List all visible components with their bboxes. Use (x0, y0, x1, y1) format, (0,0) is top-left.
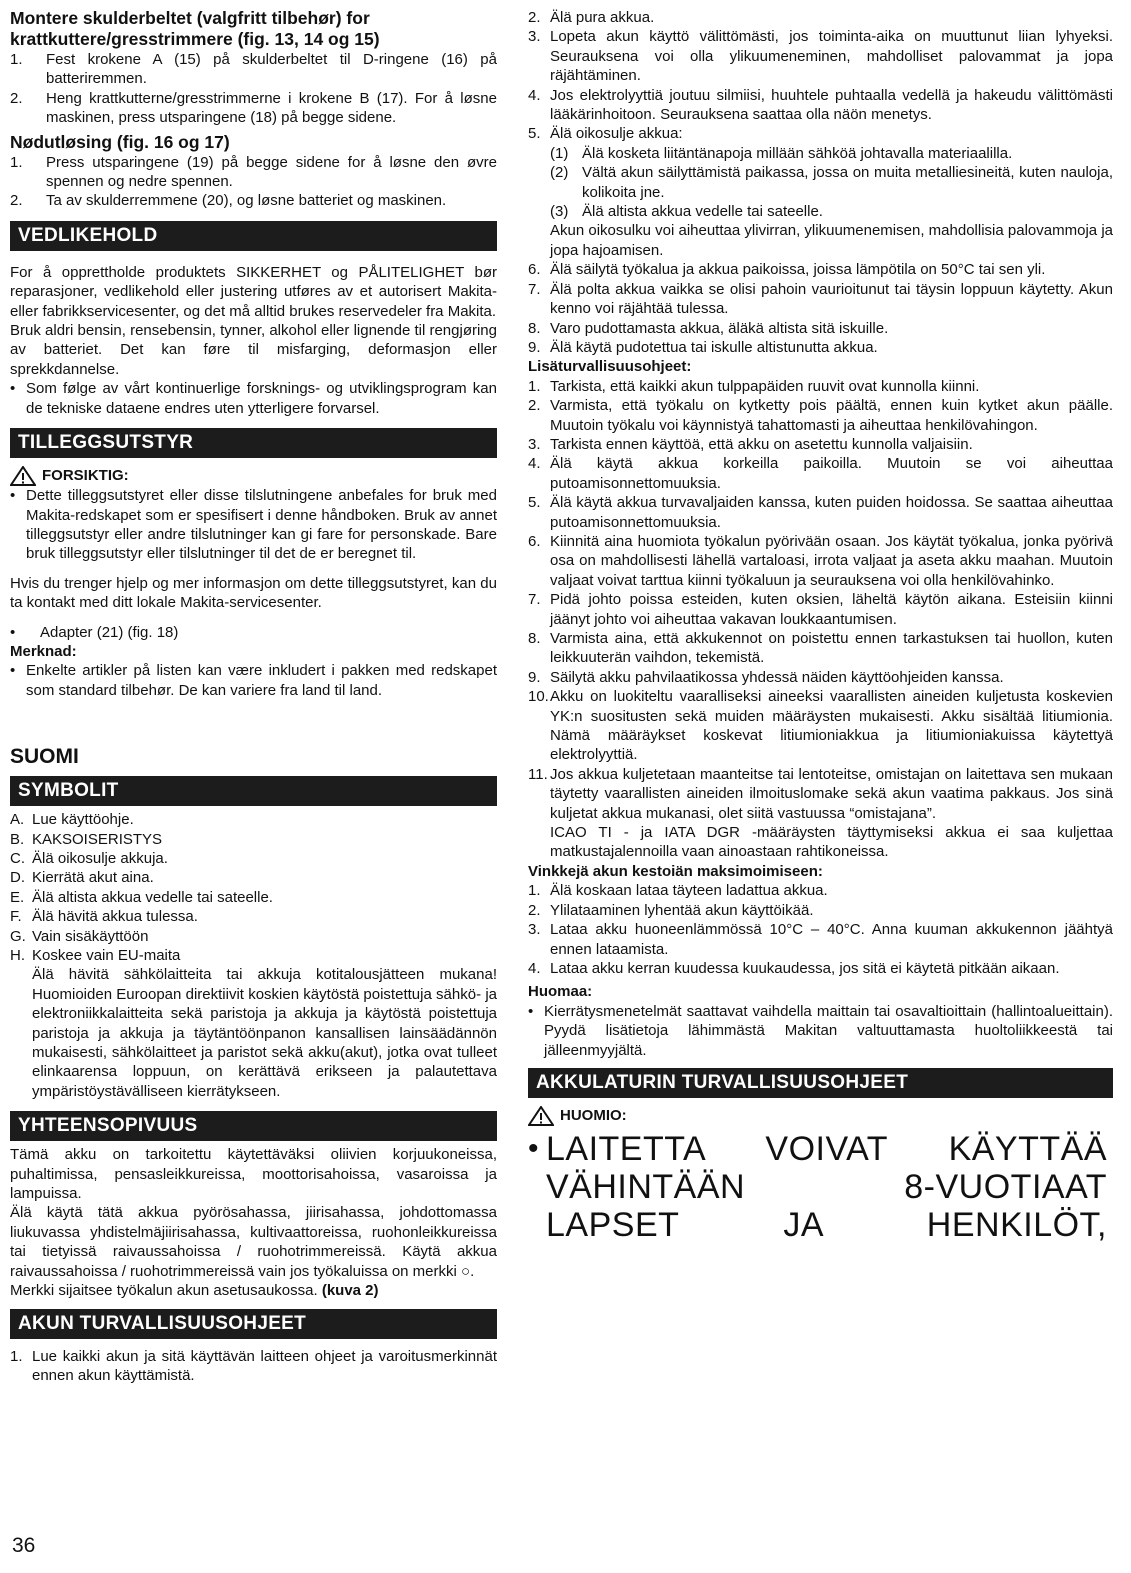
list-item: 1. Lue kaikki akun ja sitä käyttävän laitteen ohjeet ja varoitusmerkinnät ennen akun käyttämistä. (10, 1347, 497, 1384)
list-item: 4. Jos elektrolyyttiä joutuu silmiisi, huuhtele puhtaalla vedellä ja hakeudu välittömästi lääkärinhoitoon. Seurauksena saattaa olla näön menetys. (528, 86, 1113, 124)
note-label: Huomaa: (528, 983, 593, 1001)
right-column (528, 8, 1113, 1244)
list-item: 2. Varmista, että työkalu on kytketty pois päältä, ennen kuin kytket akun päälle. Muutoin työkalu voi käynnistyä tahattomasti ja aiheuttaa henkilövahingon. (528, 397, 1113, 434)
list-item: • Dette tilleggsutstyret eller disse tilslutningene anbefales for bruk med Makita-redskapet som er spesifisert i denne håndboken. Bruk av annet tilleggsutstyr eller andre tilslutninger kan gi fare for personskade. Bare bruk tilleggsutstyr eller tilslutninger til det de er beregnet til. (10, 487, 497, 563)
list-item: • Som følge av vårt kontinuerlige forsknings- og utviklingsprogram kan de tekniske dataene endres uten ytterligere forvarsel. (10, 380, 497, 417)
list-item: B. KAKSOISERISTYS (10, 830, 163, 848)
note-label: Merknad: (10, 642, 77, 660)
list-item: 11. Jos akkua kuljetetaan maanteitse tai lentoteitse, omistajan on laitettava sen mukaan täytetty vaarallisten aineiden ilmoituslomake sekä akun vaatima pakkaus. Jos sinä kuljetat akkua mukanasi, olet siitä vastuussa “omistajana”. (528, 765, 1113, 822)
list-item: H. Koskee vain EU-maita (10, 947, 181, 964)
list-item: C. Älä oikosulje akkuja. (10, 849, 168, 867)
list-item: 6. Kiinnitä aina huomiota työkalun pyörivään osaan. Jos käytät työkalua, jonka pyörivä osa on mahdollisesti lähellä vartaloasi, irrota valjaat ja aseta akku maahan. Muutoin valjaat voivat tarttua kiinni työkaluun ja seurauksena voi olla henkilövahinko. (528, 532, 1113, 589)
battery-safety-heading: AKUN TURVALLISUUSOHJEET (10, 1309, 497, 1339)
compatibility-heading: YHTEENSOPIVUUS (10, 1111, 497, 1141)
list-item: (3) Älä altista akkua vedelle tai sateelle. (550, 203, 823, 221)
symbols-heading: SYMBOLIT (10, 776, 497, 806)
battery-life-tips-label: Vinkkejä akun kestoiän maksimoimiseen: (528, 862, 823, 880)
accessories-heading: TILLEGGSUTSTYR (10, 428, 497, 458)
icao-note: ICAO TI - ja IATA DGR -määräysten täyttymiseksi akkua ei saa kuljettaa matkustajalennoilla vaan ainoastaan rahtikoneissa. (550, 824, 1113, 861)
warning-triangle-icon (10, 466, 36, 486)
list-item: 4. Lataa akku kerran kuudessa kuukaudessa, jos sitä ei käytetä pitkään aikaan. (528, 959, 1060, 977)
short-circuit-note: Akun oikosulku voi aiheuttaa ylivirran, ylikuumenemisen, mahdollisia palovammoja ja jopa hajoamisen. (550, 222, 1113, 259)
list-item: 3. Lopeta akun käyttö välittömästi, jos toiminta-aika on muuttunut liian lyhyeksi. Seurauksena voi olla ylikuumeneminen, mahdolliset palovammat ja jopa räjähtäminen. (528, 28, 1113, 85)
list-item: 3. Lataa akku huoneenlämmössä 10°C – 40°C. Anna kuuman akkukennon jäähtyä ennen lataamista. (528, 921, 1113, 958)
list-item: A. Lue käyttöohje. (10, 811, 134, 829)
list-item: 4. Älä käytä akkua korkeilla paikoilla. Muutoin se voi aiheuttaa putoamisonnettomuuksia. (528, 455, 1113, 492)
maintenance-paragraph: For å opprettholde produktets SIKKERHET og PÅLITELIGHET bør reparasjoner, vedlikehold eller justering utføres av et autorisert Makita- eller fabrikkservicesenter, og det må alltid brukes reservedeler fra Makita. (10, 263, 497, 320)
list-item: 2. Ylilataaminen lyhentää akun käyttöikää. (528, 901, 814, 919)
list-item: 5. Älä käytä akkua turvavaljaiden kanssa, kuten puiden hoidossa. Se saattaa aiheuttaa putoamisonnettomuuksia. (528, 494, 1113, 531)
list-item: 6. Älä säilytä työkalua ja akkua paikoissa, joissa lämpötila on 50°C tai sen yli. (528, 261, 1046, 279)
caution-label: FORSIKTIG: (10, 466, 497, 486)
list-item: 9. Älä käytä pudotettua tai iskulle altistunutta akkua. (528, 338, 878, 356)
list-item: (1) Älä kosketa liitäntänapoja millään sähköä johtavalla materiaalilla. (550, 144, 1013, 162)
list-item: 1. Fest krokene A (15) på skulderbeltet til D-ringene (16) på batteriremmen. (10, 51, 497, 88)
list-item: (2) Vältä akun säilyttämistä paikassa, jossa on muita metalliesineitä, kuten nauloja, kolikoita jne. (550, 164, 1113, 201)
page-number: 36 (12, 1534, 36, 1557)
big-warning-line: LAPSET JA HENKILÖT, (546, 1205, 1107, 1244)
big-warning-line: LAITETTA VOIVAT KÄYTTÄÄ (546, 1129, 1107, 1168)
list-item: 7. Pidä johto poissa esteiden, kuten oksien, läheltä käytön aikana. Esteisiin kiinni jäänyt johto voi aiheuttaa vakavan loukkaantumisen. (528, 591, 1113, 628)
list-item: 2. Älä pura akkua. (528, 9, 655, 26)
list-item: • Adapter (21) (fig. 18) (10, 623, 179, 641)
list-item: G. Vain sisäkäyttöön (10, 927, 149, 945)
list-item: 7. Älä polta akkua vaikka se olisi pahoin vaurioitunut tai täysin loppuun käytetty. Akun kenno voi räjähtää tulessa. (528, 280, 1113, 318)
charger-safety-heading: AKKULATURIN TURVALLISUUSOHJEET (528, 1068, 1113, 1098)
compatibility-paragraph: Älä käytä tätä akkua pyörösahassa, jiirisahassa, johdottomassa liukuvassa yhdistelmäjiirisahassa, kultivaattoreissa, ruohonleikkureissa tai tietyissä raivaussahoissa / ruohotrimmereissä. Käytä akkua raivaussahoissa / ruohotrimmereissä vain jos työkaluissa on merkki ○. (10, 1204, 497, 1280)
list-item: 10. Akku on luokiteltu vaaralliseksi aineeksi vaarallisten aineiden kuljetusta koskevien YK:n suositusten sekä muiden määräysten mukaisesti. Akku sisältää litiumionia. Nämä määräykset koskevat litiumioniakkua ja litiumioniakuissa käytettyä elektrolyyttiä. (528, 688, 1113, 764)
list-item: 2. Ta av skulderremmene (20), og løsne batteriet og maskinen. (10, 192, 447, 210)
list-item: • Kierrätysmenetelmät saattavat vaihdella maittain tai osavaltioittain (hallintoalueittain). Pyydä lisätietoja lähimmästä Makitan valtuuttamasta huoltoliikkeestä tai jälleenmyyjältä. (528, 1002, 1113, 1059)
list-item: 3. Tarkista ennen käyttöä, että akku on asetettu kunnolla valjaisiin. (528, 435, 973, 453)
left-column (10, 8, 497, 1385)
eu-disposal-text: Älä hävitä sähkölaitteita tai akkuja kotitalousjätteen mukana! Huomioiden Euroopan direktiivit koskien käytöstä poistettuja sähkö- ja elektroniikkalaitteita sekä paristoja ja akkuja ja käytöstä poistettuja paristoja ja akkuja ja täytäntöönpanon kansallisen lainsäädännön mukaisesti, sähkölaitteet ja paristot sekä akku(akut), jotka ovat tulleet elinkaarensa loppuun, on kerättävä erikseen ja palautettava ympäristöystävälliseen kierrätykseen. (32, 966, 497, 1100)
symbols-list (10, 810, 497, 1101)
warning-triangle-icon (528, 1106, 554, 1126)
shoulder-belt-title: Montere skulderbeltet (valgfritt tilbehør) for krattkuttere/gresstrimmere (fig. 13, 14 og 15) (10, 8, 380, 49)
big-warning: • LAITETTA VOIVAT KÄYTTÄÄ VÄHINTÄÄN 8-VUOTIAAT LAPSET JA HENKILÖT, (528, 1129, 1107, 1244)
list-item: 8. Varmista aina, että akkukennot on poistettu ennen tarkastuksen tai huollon, kuten leikkuuterän vaihdon, tekemistä. (528, 630, 1113, 667)
compatibility-paragraph: Tämä akku on tarkoitettu käytettäväksi oliivien korjuukoneissa, puhaltimissa, pensasleikkureissa, moottorisahoissa, vasaroissa ja lampuissa. (10, 1146, 497, 1203)
maintenance-heading: VEDLIKEHOLD (10, 221, 497, 251)
huomio-label: HUOMIO: (528, 1106, 1113, 1126)
list-item: 1. Tarkista, että kaikki akun tulppapäiden ruuvit ovat kunnolla kiinni. (528, 377, 980, 395)
list-item: 8. Varo pudottamasta akkua, äläkä altista sitä iskuille. (528, 319, 889, 337)
additional-safety-label: Lisäturvallisuusohjeet: (528, 358, 692, 376)
list-item: 1. Press utsparingene (19) på begge sidene for å løsne den øvre spennen og nedre spennen. (10, 153, 497, 191)
emergency-release-title: Nødutløsing (fig. 16 og 17) (10, 131, 230, 152)
list-item: D. Kierrätä akut aina. (10, 869, 154, 887)
list-item: 2. Heng krattkutterne/gresstrimmerne i krokene B (17). For å løsne maskinen, press utsparingene (18) på begge sidene. (10, 89, 497, 127)
list-item: E. Älä altista akkua vedelle tai sateelle. (10, 888, 273, 906)
compatibility-paragraph: Merkki sijaitsee työkalun akun asetusaukossa. (kuva 2) (10, 1282, 379, 1300)
maintenance-paragraph: Bruk aldri bensin, rensebensin, tynner, alkohol eller lignende til rengjøring av batteriet. Det kan føre til misfarging, deformasjon eller sprekkdannelse. (10, 322, 497, 378)
list-item: 9. Säilytä akku pahvilaatikossa yhdessä näiden käyttöohjeiden kanssa. (528, 668, 1004, 686)
list-item: 1. Älä koskaan lataa täyteen ladattua akkua. (528, 882, 828, 900)
list-item: F. Älä hävitä akkua tulessa. (10, 908, 198, 926)
list-item: 5. Älä oikosulje akkua: (528, 125, 683, 143)
list-item: • Enkelte artikler på listen kan være inkludert i pakken med redskapet som standard tilbehør. De kan variere fra land til land. (10, 662, 497, 699)
help-paragraph: Hvis du trenger hjelp og mer informasjon om dette tilleggsutstyret, kan du ta kontakt med ditt lokale Makita-servicesenter. (10, 574, 497, 612)
big-warning-line: VÄHINTÄÄN 8-VUOTIAAT (546, 1167, 1107, 1206)
language-title: SUOMI (10, 745, 79, 769)
